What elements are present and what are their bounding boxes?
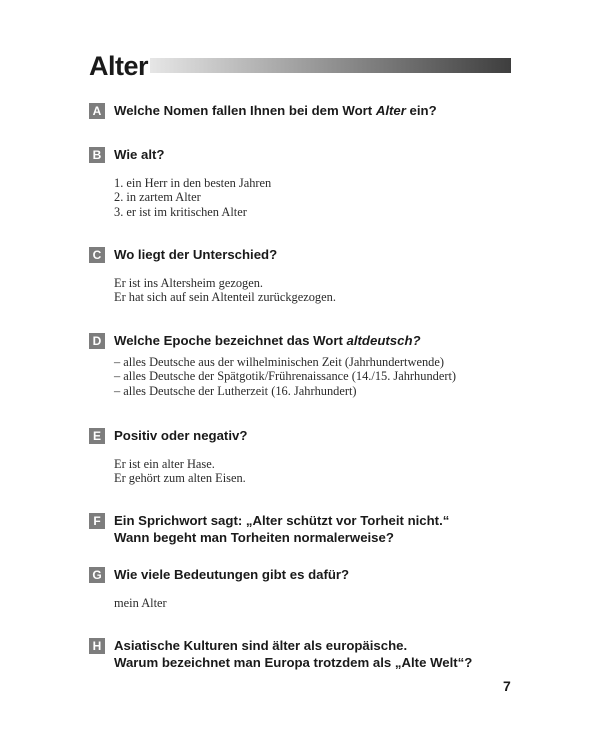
section-question: Wie alt? [114,147,165,162]
section-letter-badge: C [89,247,105,263]
section-question: Wie viele Bedeutungen gibt es dafür? [114,567,350,582]
section-letter-badge: G [89,567,105,583]
section-letter-badge: E [89,428,105,444]
section-body [114,457,246,486]
body-line: mein Alter [114,596,167,610]
body-line: – alles Deutsche der Lutherzeit (16. Jahrhundert) [114,383,357,398]
page-number: 7 [503,678,511,694]
body-line: – alles Deutsche aus der wilhelminischen Zeit (Jahrhundertwende) [114,355,444,369]
section-question: Positiv oder negativ? [114,428,248,443]
section-body [114,276,336,305]
body-line: Er hat sich auf sein Altenteil zurückgezogen. [114,290,336,305]
section-body [114,176,271,219]
section-letter-badge: A [89,103,105,119]
page-title: Alter [89,51,149,81]
section-letter-badge: H [89,638,105,654]
body-line: 3. er ist im kritischen Alter [114,204,247,219]
page-header [89,52,511,80]
body-line: 2. in zartem Alter [114,190,201,205]
body-line: Er ist ins Altersheim gezogen. [114,276,264,290]
body-line: Er ist ein alter Hase. [114,457,215,471]
body-line: 1. ein Herr in den besten Jahren [114,176,272,190]
title-gradient-bar [150,58,511,73]
body-line: Er gehört zum alten Eisen. [114,471,246,486]
section-question: Wo liegt der Unterschied? [114,247,278,262]
section-question: Ein Sprichwort sagt: „Alter schützt vor Torheit nicht.“ Wann begeht man Torheiten normalerweise? [114,513,450,545]
section-question: Welche Nomen fallen Ihnen bei dem Wort Alter ein? [114,103,437,118]
section-question: Welche Epoche bezeichnet das Wort altdeutsch? [114,333,421,348]
section-question: Asiatische Kulturen sind älter als europäische. Warum bezeichnet man Europa trotzdem als „Alte Welt“? [114,638,473,670]
section-letter-badge: B [89,147,105,163]
section-body [114,596,167,610]
section-letter-badge: F [89,513,105,529]
section-body [114,355,456,398]
body-line: – alles Deutsche der Spätgotik/Frührenaissance (14./15. Jahrhundert) [114,369,457,384]
section-letter-badge: D [89,333,105,349]
